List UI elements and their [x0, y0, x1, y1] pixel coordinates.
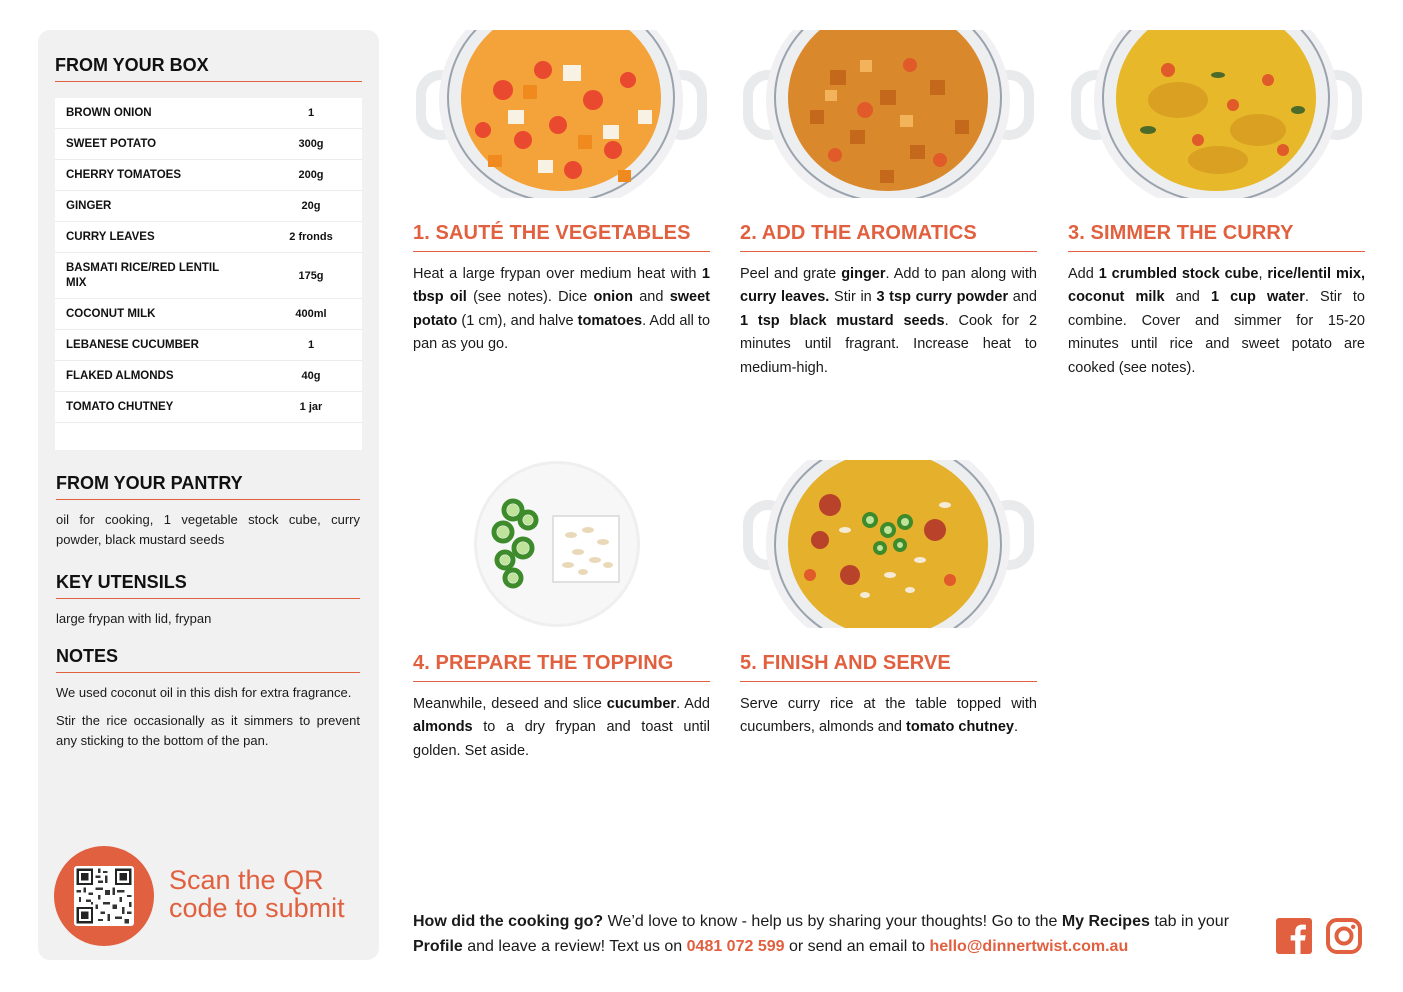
step-text-bold: curry leaves. — [740, 289, 830, 306]
step-text-run: . — [1013, 719, 1019, 736]
note-item: Stir the rice occasionally as it simmers to prevent any sticking to the bottom of the pan. — [56, 713, 360, 748]
step-text-bold: sweet potato — [413, 289, 710, 329]
utensils-section — [56, 572, 360, 629]
qr-caption-line: Scan the QR — [169, 865, 324, 895]
step-text-run: . Add all to pan as you go. — [413, 312, 711, 353]
step-text-run: , — [1258, 266, 1268, 282]
ingredient-qty: 300g — [298, 138, 324, 150]
step-2-photo — [740, 30, 1037, 198]
ingredient-name: BROWN ONION — [66, 106, 152, 119]
step-text-bold: ginger — [841, 266, 886, 282]
step-text-bold: almonds — [413, 719, 473, 736]
sidebar — [38, 30, 379, 960]
ingredient-name: CURRY LEAVES — [66, 230, 155, 243]
ingredient-name: BASMATI RICE/RED LENTIL MIX — [66, 261, 219, 289]
step-text-bold: 3 tsp curry powder — [876, 289, 1009, 306]
profile-label: Profile — [413, 938, 463, 955]
qr-code-badge[interactable] — [54, 846, 154, 946]
step-text-run: Meanwhile, deseed and slice — [413, 696, 607, 712]
table-row — [55, 299, 362, 330]
step-text-run: Peel and grate — [740, 266, 842, 282]
step-text-bold: 1 crumbled stock cube — [1098, 266, 1259, 282]
footer-text-run: tab in your — [1149, 913, 1230, 930]
table-row — [55, 392, 362, 423]
step-3-title: 3. SIMMER THE CURRY — [1068, 222, 1365, 252]
ingredient-qty: 2 fronds — [289, 231, 333, 243]
footer-text-run: We’d love to know - help us by sharing your thoughts! Go to the — [603, 913, 1062, 930]
step-text-run: (1 cm), and halve — [457, 312, 578, 329]
step-4-photo — [413, 460, 710, 628]
feedback-question: How did the cooking go? — [413, 913, 604, 930]
notes-section — [56, 646, 360, 751]
ingredient-qty: 1 — [307, 107, 315, 119]
step-text-run: . Add — [676, 696, 710, 712]
table-row — [55, 253, 362, 299]
ingredient-name: COCONUT MILK — [66, 307, 156, 320]
ingredient-name: TOMATO CHUTNEY — [66, 400, 174, 413]
ingredient-qty: 20g — [301, 200, 321, 212]
step-1-text — [413, 263, 710, 357]
step-text-run: (see notes). Dice — [466, 289, 594, 306]
step-text-run: Serve curry rice at the table topped with cucumbers, almonds and — [740, 696, 1037, 736]
step-text-run: . Stir to combine. Cover and simmer for 15-20 minutes until rice and sweet potato are cooked (see notes). — [1068, 289, 1365, 376]
phone-link[interactable]: 0481 072 599 — [686, 938, 785, 955]
footer-text-run: and leave a review! Text us on — [462, 938, 687, 955]
ingredient-qty: 175g — [298, 269, 324, 282]
step-text-bold: 1 tsp black mustard seeds — [740, 312, 945, 329]
ingredients-table — [55, 98, 362, 450]
table-row — [55, 361, 362, 392]
table-row — [55, 330, 362, 361]
step-text-run: and — [1164, 289, 1211, 306]
table-row — [55, 222, 362, 253]
step-text-run: . Cook for 2 minutes until fragrant. Increase heat to medium-high. — [740, 312, 1038, 376]
ingredient-qty: 1 jar — [299, 401, 323, 413]
step-text-run: and — [632, 289, 670, 306]
table-row — [55, 160, 362, 191]
step-text-bold: rice/lentil mix, coconut milk — [1068, 266, 1365, 306]
footer-text-run: or send an email to — [784, 938, 930, 955]
ingredient-qty: 40g — [301, 370, 321, 382]
step-3-text — [1068, 263, 1365, 380]
step-text-bold: 1 tbsp oil — [413, 266, 710, 306]
from-your-box-heading: FROM YOUR BOX — [55, 55, 362, 82]
step-1-photo — [413, 30, 710, 198]
qr-caption-line: code to submit — [169, 893, 345, 923]
step-4-text — [413, 693, 710, 763]
step-1-title: 1. SAUTÉ THE VEGETABLES — [413, 222, 710, 252]
step-text-bold: cucumber — [606, 696, 677, 712]
qr-code-icon — [74, 866, 134, 926]
step-text-run: to a dry frypan and toast until golden. Set aside. — [413, 719, 710, 759]
facebook-icon[interactable] — [1276, 918, 1312, 954]
step-text-bold: onion — [593, 289, 633, 306]
pantry-section — [56, 473, 360, 550]
ingredient-qty: 200g — [298, 169, 324, 181]
table-row — [55, 98, 362, 129]
step-text-run: . Add to pan along with — [885, 266, 1037, 282]
step-text-bold: tomato chutney — [906, 719, 1014, 736]
ingredient-name: LEBANESE CUCUMBER — [66, 338, 199, 351]
step-text-run: Heat a large frypan over medium heat with — [413, 266, 702, 282]
feedback-footer — [413, 909, 1243, 959]
email-link[interactable]: hello@dinnertwist.com.au — [929, 938, 1129, 955]
step-2-title: 2. ADD THE AROMATICS — [740, 222, 1037, 252]
utensils-heading: KEY UTENSILS — [56, 572, 360, 599]
utensils-text: large frypan with lid, frypan — [56, 611, 212, 626]
step-text-run: Add — [1068, 266, 1099, 282]
step-5-text — [740, 693, 1037, 740]
ingredient-name: FLAKED ALMONDS — [66, 369, 174, 382]
table-row — [55, 191, 362, 222]
table-row — [55, 129, 362, 160]
ingredient-name: GINGER — [66, 199, 112, 212]
step-5-title: 5. FINISH AND SERVE — [740, 652, 1037, 682]
step-text-run: Stir in — [829, 289, 877, 306]
step-text-run: and — [1008, 289, 1037, 306]
step-5-photo — [740, 460, 1037, 628]
ingredient-name: SWEET POTATO — [66, 137, 157, 150]
step-text-bold: 1 cup water — [1210, 289, 1305, 306]
ingredient-qty: 1 — [307, 339, 315, 351]
qr-caption — [169, 866, 345, 922]
step-text-bold: tomatoes — [577, 312, 643, 329]
step-2-text — [740, 263, 1037, 380]
step-4-title: 4. PREPARE THE TOPPING — [413, 652, 710, 682]
ingredient-name: CHERRY TOMATOES — [66, 168, 182, 181]
pantry-heading: FROM YOUR PANTRY — [56, 473, 360, 500]
instagram-icon[interactable] — [1326, 918, 1362, 954]
note-item: We used coconut oil in this dish for extra fragrance. — [56, 685, 352, 700]
my-recipes-label: My Recipes — [1061, 913, 1150, 930]
pantry-text: oil for cooking, 1 vegetable stock cube, curry powder, black mustard seeds — [56, 512, 360, 547]
ingredient-qty: 400ml — [295, 308, 327, 320]
step-3-photo — [1068, 30, 1365, 198]
notes-heading: NOTES — [56, 646, 360, 673]
